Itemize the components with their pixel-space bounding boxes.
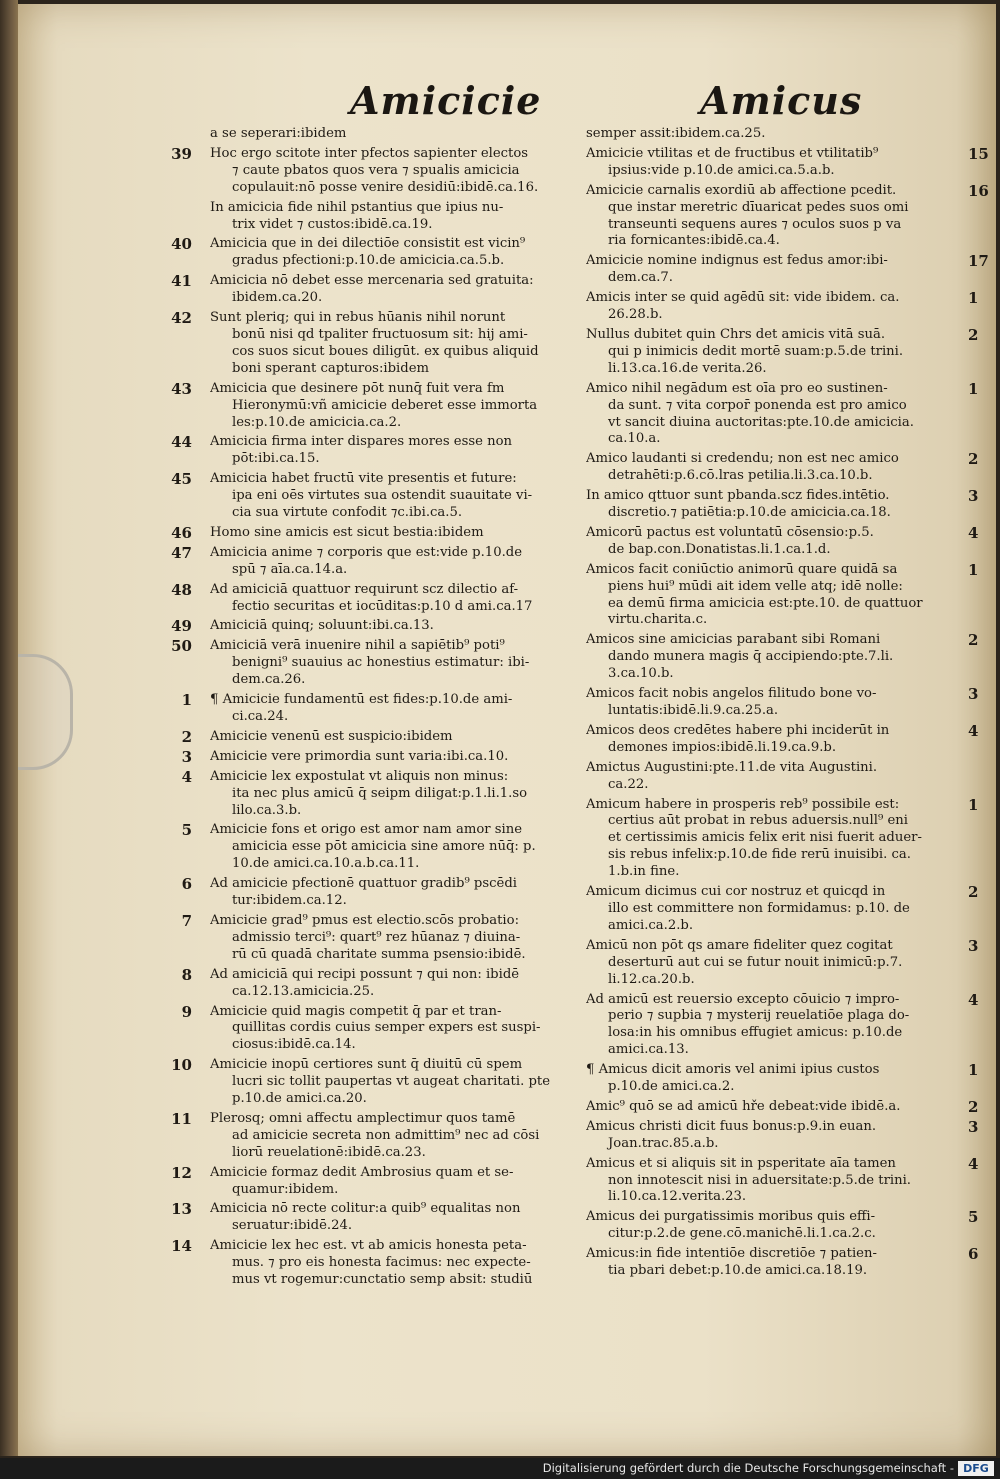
index-entry — [181, 965, 582, 1001]
index-entry — [586, 325, 979, 378]
book-edge — [0, 0, 18, 1456]
entry-number: 44 — [171, 433, 192, 452]
entry-number: 50 — [171, 637, 192, 656]
entry-line: ⁊ caute pbatos quos vera ⁊ spualis amicicia — [232, 162, 520, 178]
running-head-left: Amicicie — [350, 78, 542, 123]
entry-number: 7 — [181, 911, 192, 930]
entry-number: 40 — [171, 235, 192, 254]
entry-number: 14 — [171, 1237, 192, 1256]
entry-line: lucri sic tollit paupertas vt augeat charitati. pte — [232, 1074, 550, 1090]
entry-number: 16 — [968, 181, 989, 200]
entry-line: dem.ca.26. — [232, 672, 306, 688]
entry-line: et certissimis amicis felix erit nisi fuerit aduer- — [608, 830, 922, 846]
index-entry — [586, 1061, 979, 1096]
entry-line: dando munera magis q̄ accipiendo:pte.7.li. — [608, 649, 894, 665]
entry-line: pōt:ibi.ca.15. — [232, 451, 320, 467]
right-column — [586, 126, 989, 1283]
index-entry — [171, 144, 582, 197]
entry-line: In amico qttuor sunt pbanda.scz fides.intētio. — [586, 488, 890, 504]
entry-line: a se seperari:ibidem — [210, 126, 347, 141]
index-entry — [171, 379, 582, 432]
entry-line: cos suos sicut boues diligūt. ex quibus aliquid — [232, 343, 539, 359]
index-entry — [181, 911, 582, 964]
dfg-logo: DFG — [958, 1461, 994, 1476]
index-entry — [171, 1200, 582, 1235]
entry-line: semper assit:ibidem.ca.25. — [586, 126, 766, 141]
index-entry — [171, 523, 582, 542]
entry-number: 6 — [968, 1245, 979, 1264]
paper-clip — [18, 654, 73, 770]
index-entry — [586, 523, 979, 559]
index-entry — [586, 126, 958, 143]
entry-line: Amicicie lex expostulat vt aliquis non minus: — [210, 768, 509, 784]
index-entry — [171, 543, 582, 579]
entry-line: Amicorū pactus est voluntatū cōsensio:p.5. — [586, 524, 874, 540]
entry-line: Amicicie carnalis exordiū ab affectione pcedit. — [586, 182, 897, 198]
footer-text: Digitalisierung gefördert durch die Deutsche Forschungsgemeinschaft - — [542, 1461, 954, 1475]
entry-line: spū ⁊ aīa.ca.14.a. — [232, 561, 348, 577]
entry-number: 17 — [968, 252, 989, 271]
entry-line: Amicicie inopū certiores sunt q̄ diuitū cū spem — [210, 1057, 523, 1073]
entry-line: demones impios:ibidē.li.19.ca.9.b. — [608, 739, 837, 755]
index-entry — [181, 821, 582, 873]
index-entry — [171, 580, 582, 616]
index-entry — [181, 691, 582, 726]
index-entry — [586, 450, 979, 485]
entry-number: 49 — [171, 617, 192, 636]
entry-line: trix videt ⁊ custos:ibidē.ca.19. — [232, 216, 433, 232]
entry-line: mus. ⁊ pro eis honesta facimus: nec expecte- — [232, 1255, 531, 1271]
index-entry — [181, 727, 582, 746]
entry-line: Amicicia nō debet esse mercenaria sed gratuita: — [210, 273, 534, 289]
entry-line: ciosus:ibidē.ca.14. — [232, 1037, 356, 1053]
entry-line: boni sperant capturos:ibidem — [232, 360, 430, 376]
entry-number: 1 — [968, 289, 979, 308]
entry-line: li.10.ca.12.verita.23. — [608, 1189, 747, 1205]
index-entry — [586, 936, 979, 989]
index-entry — [586, 1117, 979, 1153]
entry-line: ¶ Amicicie fundamentū est fides:p.10.de ami- — [210, 692, 513, 708]
index-entry — [210, 126, 582, 143]
entry-line: rū cū quadā charitate summa psensio:ibidē. — [232, 946, 526, 962]
index-entry — [586, 1154, 979, 1207]
entry-line: Amictus Augustini:pte.11.de vita Augustini. — [586, 759, 878, 775]
entry-line: Sunt pleriq; qui in rebus hūanis nihil norunt — [210, 310, 506, 326]
entry-line: ibidem.ca.20. — [232, 290, 323, 306]
index-entry — [586, 1245, 979, 1280]
entry-number: 42 — [171, 309, 192, 328]
entry-line: cia sua virtute confodit ⁊c.ibi.ca.5. — [232, 505, 463, 521]
entry-line: 3.ca.10.b. — [608, 666, 674, 682]
index-entry — [586, 487, 979, 522]
entry-line: tia pbari debet:p.10.de amici.ca.18.19. — [608, 1263, 868, 1279]
entry-line: les:p.10.de amicicia.ca.2. — [232, 414, 402, 430]
index-entry — [586, 379, 979, 449]
index-entry — [181, 875, 582, 910]
entry-number: 2 — [968, 631, 979, 650]
entry-number: 4 — [181, 767, 192, 786]
entry-line: Amiciciā quinq; soluunt:ibi.ca.13. — [210, 618, 434, 634]
entry-line: Hoc ergo scitote inter pfectos sapienter electos — [210, 145, 529, 161]
entry-line: Amicos facit coniūctio animorū quare quidā sa — [586, 561, 898, 577]
index-entry — [171, 1109, 582, 1162]
entry-number: 43 — [171, 379, 192, 398]
index-entry — [210, 200, 582, 234]
entry-line: Amico laudanti si credendu; non est nec amico — [586, 451, 899, 467]
entry-line: Amicos facit nobis angelos filitudo bone vo- — [586, 686, 877, 702]
index-entry — [171, 272, 582, 307]
entry-line: Amicicie quid magis competit q̄ par et tran- — [210, 1003, 502, 1019]
entry-line: Hieronymū:vñ amicicie deberet esse immorta — [232, 397, 538, 413]
entry-line: Nullus dubitet quin Chrs det amicis vitā suā. — [586, 326, 886, 342]
entry-line: ipsius:vide p.10.de amici.ca.5.a.b. — [608, 162, 835, 178]
entry-line: Amicis inter se quid agēdū sit: vide ibidem. ca. — [586, 290, 900, 306]
index-entry — [171, 470, 582, 522]
entry-number: 1 — [968, 379, 979, 398]
index-entry — [586, 181, 989, 251]
entry-number: 47 — [171, 543, 192, 562]
entry-line: Amicus christi dicit̄ fuus bonus:p.9.in euan. — [586, 1118, 877, 1134]
entry-line: Amicicie fons et origo est amor nam amor sine — [210, 822, 523, 838]
entry-line: Amicum dicimus cui cor nostruz et quicqd in — [586, 884, 886, 900]
entry-line: Amicus dei purgatissimis moribus quis effi- — [586, 1209, 876, 1225]
entry-line: citur:p.2.de gene.cō.manichē.li.1.ca.2.c. — [608, 1226, 876, 1242]
entry-line: amici.ca.13. — [608, 1042, 689, 1058]
left-column — [171, 126, 582, 1292]
entry-line: seruatur:ibidē.24. — [232, 1218, 353, 1234]
entry-line: ipa eni oēs virtutes sua ostendit suauitate vi- — [232, 488, 533, 504]
entry-line: Amicicia firma inter dispares mores esse non — [210, 434, 513, 450]
index-entry — [171, 1056, 582, 1108]
entry-number: 46 — [171, 523, 192, 542]
entry-number: 3 — [968, 685, 979, 704]
entry-number: 3 — [181, 747, 192, 766]
entry-number: 48 — [171, 580, 192, 599]
entry-line: Ad amicū est reuersio excepto cōuicio ⁊ impro- — [586, 991, 900, 1007]
entry-line: Amicicie lex hec est. vt ab amicis honesta peta- — [210, 1238, 527, 1254]
index-entry — [586, 685, 979, 720]
index-entry — [586, 760, 958, 794]
entry-line: li.12.ca.20.b. — [608, 971, 695, 987]
entry-line: Amicicia que in dei dilectiōe consistit est vicin⁹ — [210, 236, 526, 252]
entry-line: Amicos deos credētes habere phi inciderūt in — [586, 722, 890, 738]
entry-line: ci.ca.24. — [232, 709, 289, 724]
entry-number: 15 — [968, 144, 989, 163]
entry-line: detrahēti:p.6.cō.lras petilia.li.3.ca.10.b. — [608, 468, 873, 484]
entry-line: virtu.charita.c. — [608, 612, 708, 628]
entry-line: piens hui⁹ mūdi ait idem velle atq; idē nolle: — [608, 578, 903, 594]
entry-number: 39 — [171, 144, 192, 163]
entry-line: Amicicia que desinere pōt nunq̄ fuit vera fm — [210, 380, 505, 396]
entry-number: 3 — [968, 487, 979, 506]
index-entry — [171, 617, 582, 636]
entry-line: ca.10.a. — [608, 431, 661, 447]
entry-number: 1 — [968, 795, 979, 814]
entry-line: bonū nisi qd tpaliter fructuosum sit: hij ami- — [232, 326, 528, 342]
entry-line: Amicicia anime ⁊ corporis que est:vide p.10.de — [210, 544, 523, 560]
entry-line: fectio securitas et iocūditas:p.10 d ami.ca.17 — [232, 598, 533, 614]
entry-line: mus vt rogemur:cunctatio semp absit: studiū — [232, 1272, 533, 1288]
entry-line: liorū reuelationē:ibidē.ca.23. — [232, 1144, 426, 1160]
entry-line: admissio terci⁹: quart⁹ rez hūanaz ⁊ diuina- — [232, 929, 521, 945]
index-entry — [171, 1237, 582, 1289]
index-entry — [586, 990, 979, 1060]
index-entry — [586, 1208, 979, 1243]
entry-number: 2 — [181, 727, 192, 746]
entry-number: 10 — [171, 1056, 192, 1075]
entry-line: Amicicie vere primordia sunt varia:ibi.ca.10. — [210, 748, 509, 764]
entry-number: 3 — [968, 936, 979, 955]
entry-line: deserturū aut cui se futur nouit inimicū:p.7. — [608, 954, 903, 970]
entry-line: que instar meretric dīuaricat pedes suos omi — [608, 199, 909, 215]
entry-line: sis rebus infelix:p.10.de fide rerū inuisibi. ca. — [608, 847, 911, 863]
entry-line: de bap.con.Donatistas.li.1.ca.1.d. — [608, 541, 831, 557]
entry-number: 2 — [968, 325, 979, 344]
entry-number: 4 — [968, 523, 979, 542]
entry-line: ea demū firma amicicia est:pte.10. de quattuor — [608, 595, 923, 611]
entry-line: quamur:ibidem. — [232, 1181, 339, 1197]
entry-number: 41 — [171, 272, 192, 291]
entry-line: Amic⁹ quō se ad amicū hře debeat:vide ibidē.a. — [586, 1098, 901, 1114]
index-entry — [586, 631, 979, 683]
entry-line: gradus pfectioni:p.10.de amicicia.ca.5.b. — [232, 253, 505, 269]
entry-line: Amicus et si aliquis sit in psperitate aīa tamen — [586, 1155, 896, 1171]
entry-line: Ad amiciciā quattuor requirunt̄ scz dilectio af- — [210, 581, 519, 597]
entry-line: amici.ca.2.b. — [608, 917, 694, 933]
entry-line: ca.12.13.amicicia.25. — [232, 983, 375, 999]
entry-line: losa:in his omnibus effugiet amicus: p.10.de — [608, 1025, 903, 1041]
index-entry — [586, 560, 979, 630]
entry-line: 10.de amici.ca.10.a.b.ca.11. — [232, 856, 420, 872]
entry-line: ¶ Amicus dicit̄ amoris vel animi ipius custos — [586, 1062, 880, 1078]
entry-line: non innotescit nisi in aduersitate:p.5.de trini. — [608, 1172, 911, 1188]
index-entry — [586, 883, 979, 935]
entry-number: 11 — [171, 1109, 192, 1128]
index-entry — [586, 144, 989, 180]
entry-line: Amico nihil negādum est oīa pro eo sustinen- — [586, 380, 888, 396]
entry-line: Amicicia habet fructū vite presentis et future: — [210, 471, 517, 487]
index-entry — [171, 309, 582, 378]
entry-number: 9 — [181, 1002, 192, 1021]
entry-line: li.13.ca.16.de verita.26. — [608, 360, 767, 376]
entry-line: qui p inimicis dedit mortē suam:p.5.de trini. — [608, 343, 904, 359]
entry-line: Amicicie formaz dedit Ambrosius quam et se- — [210, 1164, 514, 1180]
entry-number: 4 — [968, 721, 979, 740]
index-entry — [171, 1163, 582, 1199]
entry-line: vt sancit diuina auctoritas:pte.10.de amicicia. — [608, 414, 914, 430]
entry-number: 12 — [171, 1163, 192, 1182]
entry-line: Amicos sine amicicias parabant sibi Romani — [586, 632, 881, 648]
index-entry — [586, 252, 989, 287]
entry-line: Amicicie vtilitas et de fructibus et vtilitatib⁹ — [586, 145, 879, 161]
index-entry — [586, 1097, 979, 1116]
index-entry — [171, 637, 582, 689]
entry-number: 1 — [968, 1061, 979, 1080]
entry-number: 8 — [181, 965, 192, 984]
entry-line: Amicicie nomine indignus est fedus amor:ibi- — [586, 253, 888, 269]
entry-number: 3 — [968, 1117, 979, 1136]
entry-line: copulauit:nō posse venire desidiū:ibidē.ca.16. — [232, 179, 539, 195]
entry-line: Amiciciā verā inuenire nihil a sapiētib⁹ poti⁹ — [210, 638, 505, 654]
index-entry — [181, 767, 582, 820]
entry-line: transeunti sequens aures ⁊ oculos suos p va — [608, 216, 902, 232]
entry-line: da sunt. ⁊ vita corpor̄ ponenda est pro amico — [608, 397, 907, 413]
entry-line: Homo sine amicis est sicut bestia:ibidem — [210, 524, 484, 540]
entry-number: 2 — [968, 883, 979, 902]
index-entry — [171, 235, 582, 270]
index-entry — [181, 747, 582, 766]
entry-number: 1 — [968, 560, 979, 579]
entry-number: 1 — [181, 691, 192, 710]
entry-line: Amicicie venenū est suspicio:ibidem — [210, 728, 453, 744]
entry-line: Plerosq; omni affectu amplectimur quos tamē — [210, 1110, 516, 1126]
entry-line: Ad amicicie pfectionē quattuor gradib⁹ pscēdi — [210, 876, 517, 892]
entry-number: 6 — [181, 875, 192, 894]
entry-line: 1.b.in fine. — [608, 864, 680, 880]
entry-line: benigni⁹ suauius ac honestius estimatur: ibi- — [232, 655, 530, 671]
index-entry — [586, 721, 979, 757]
entry-number: 2 — [968, 450, 979, 469]
entry-line: ad amicicie secreta non admittim⁹ nec ad cōsi — [232, 1127, 540, 1143]
entry-line: quillitas cordis cuius semper expers est suspi- — [232, 1020, 541, 1036]
entry-line: ria fornicantes:ibidē.ca.4. — [608, 233, 780, 249]
entry-line: Joan.trac.85.a.b. — [608, 1135, 719, 1151]
entry-line: luntatis:ibidē.li.9.ca.25.a. — [608, 703, 779, 718]
entry-line: Ad amiciciā qui recipi possunt ⁊ qui non: ibidē — [210, 966, 520, 982]
entry-line: p.10.de amici.ca.20. — [232, 1091, 367, 1107]
entry-line: Amicum habere in prosperis reb⁹ possibile est: — [586, 796, 900, 812]
running-head-right: Amicus — [700, 78, 863, 123]
index-entry — [171, 433, 582, 468]
entry-line: In amicicia fide nihil pstantius que ipius nu- — [210, 199, 504, 215]
footer-bar — [0, 1458, 1000, 1479]
entry-line: 26.28.b. — [608, 307, 663, 323]
entry-line: lilo.ca.3.b. — [232, 802, 302, 818]
entry-line: tur:ibidem.ca.12. — [232, 893, 347, 909]
entry-number: 2 — [968, 1097, 979, 1116]
entry-number: 4 — [968, 1154, 979, 1173]
index-entry — [586, 289, 979, 324]
entry-number: 4 — [968, 990, 979, 1009]
entry-number: 45 — [171, 470, 192, 489]
entry-line: ca.22. — [608, 776, 649, 792]
index-entry — [586, 795, 979, 882]
entry-number: 5 — [968, 1208, 979, 1227]
entry-line: p.10.de amici.ca.2. — [608, 1079, 735, 1095]
entry-line: Amicū non pōt qs amare fideliter quez cogitat — [586, 937, 893, 953]
entry-number: 13 — [171, 1200, 192, 1219]
entry-line: amicicia esse pōt amicicia sine amore nūq̄: p. — [232, 839, 536, 855]
entry-line: dem.ca.7. — [608, 270, 673, 286]
entry-line: certius aūt probat̄ in rebus aduersis.null⁹ eni — [608, 813, 908, 829]
entry-line: Amicus:in fide intentiōe discretiōe ⁊ patien- — [586, 1246, 877, 1262]
entry-line: Amicicia nō recte colitur:a quib⁹ equalitas non — [210, 1201, 521, 1217]
entry-line: discretio.⁊ patiētia:p.10.de amicicia.ca.18. — [608, 505, 891, 521]
entry-line: Amicicie grad⁹ pmus est electio.scōs probatio: — [210, 912, 520, 928]
entry-line: illo est committere non formidamus: p.10. de — [608, 900, 910, 916]
entry-number: 5 — [181, 821, 192, 840]
entry-line: perio ⁊ supbia ⁊ mysterij reuelatiōe plaga do- — [608, 1008, 910, 1024]
entry-line: ita nec plus amicū q̄ seipm diligat:p.1.li.1.so — [232, 785, 528, 801]
index-entry — [181, 1002, 582, 1055]
